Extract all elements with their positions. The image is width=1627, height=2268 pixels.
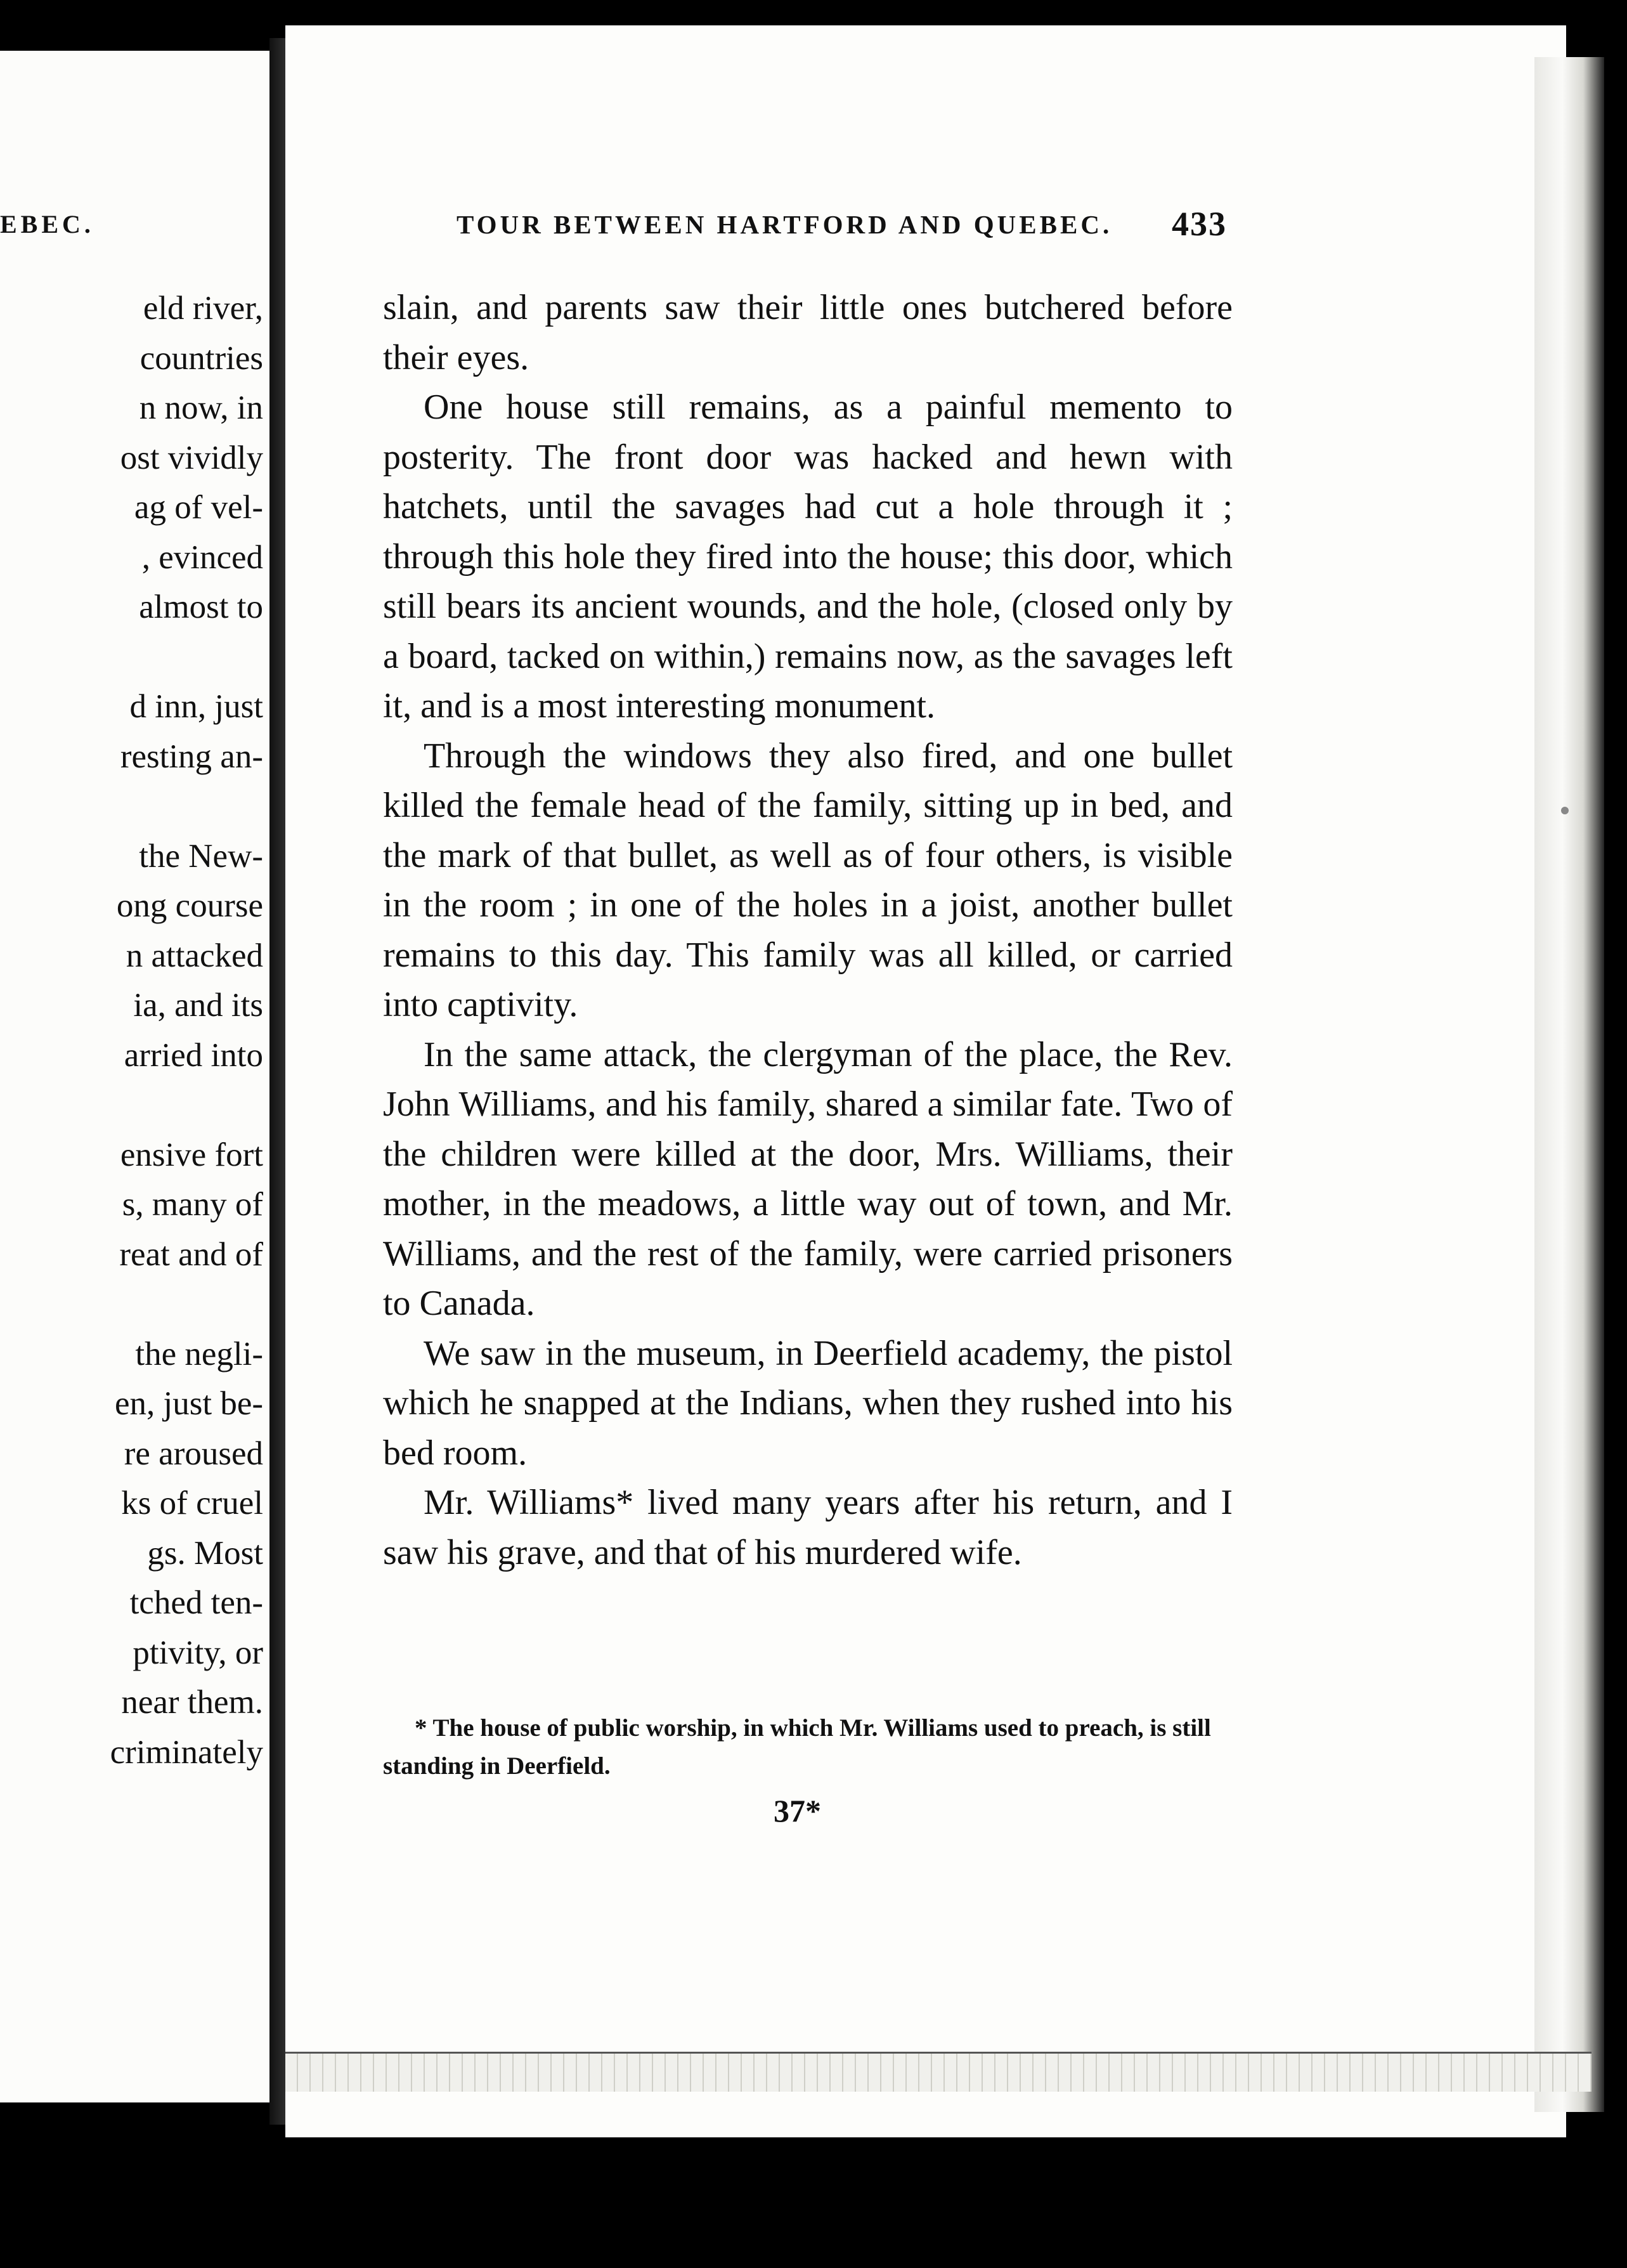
left-page-line: ks of cruel xyxy=(121,1485,263,1522)
left-page-line: d inn, just xyxy=(129,688,263,725)
left-page-line: ost vividly xyxy=(120,439,263,476)
body-text xyxy=(383,283,1233,1577)
left-page-line: ong course xyxy=(116,887,263,924)
paper-speck xyxy=(1561,807,1569,814)
paragraph: One house still remains, as a painful memento to posterity. The front door was hacked and hewn with hatchets, until the savages had cut a hole through it ; through this hole they fired into the house; this door, which still bears its ancient wounds, and the hole, (closed only by a board, tacked on within,) remains now, as the savages left it, and is a most interesting monument. xyxy=(383,388,1233,726)
left-page-line: criminately xyxy=(110,1733,263,1771)
left-page-line: ensive fort xyxy=(120,1136,263,1173)
footnote xyxy=(383,1709,1233,1785)
paragraph: slain, and parents saw their little ones butchered before their eyes. xyxy=(383,288,1233,377)
left-page-line: near them. xyxy=(121,1684,263,1721)
left-page-line: s, many of xyxy=(122,1186,263,1223)
paragraph: In the same attack, the clergyman of the place, the Rev. John Williams, and his family, shared a similar fate. Two of the children were killed at the door, Mrs. Williams, their mother, in the meadows, a little way out of town, and Mr. Williams, and the rest of the family, were carried prisoners to Canada. xyxy=(383,1034,1233,1323)
running-head: TOUR BETWEEN HARTFORD AND QUEBEC. xyxy=(457,210,1113,239)
left-page-line: arried into xyxy=(124,1036,263,1074)
page-number: 433 xyxy=(1172,205,1227,243)
left-page-line: n now, in xyxy=(139,389,263,426)
paragraph: We saw in the museum, in Deerfield academy, the pistol which he snapped at the Indians, when they rushed into his bed room. xyxy=(383,1333,1233,1473)
page-bottom-edge xyxy=(285,2052,1591,2092)
signature-mark: 37* xyxy=(774,1793,821,1828)
left-page-line: en, just be- xyxy=(114,1385,263,1422)
left-page-line: tched ten- xyxy=(129,1584,263,1621)
left-page xyxy=(0,51,271,2102)
left-page-line: eld river, xyxy=(143,290,263,327)
left-page-line: ag of vel- xyxy=(134,489,263,526)
paragraph: Through the windows they also fired, and one bullet killed the female head of the family, sitting up in bed, and the mark of that bullet, as well as of four others, is visible in the room ; in one of the holes in a joist, another bullet remains to this day. This family was all killed, or carried into captivity. xyxy=(383,736,1233,1024)
left-page-line: almost to xyxy=(139,589,263,625)
paragraph: Mr. Williams* lived many years after his return, and I saw his grave, and that of his murdered wife. xyxy=(383,1483,1233,1572)
left-page-line: ptivity, or xyxy=(133,1634,263,1671)
left-page-line: ia, and its xyxy=(133,987,263,1024)
left-page-line: , evinced xyxy=(141,538,263,576)
page-edge xyxy=(1534,57,1604,2112)
left-page-line: countries xyxy=(139,339,263,377)
left-page-line: gs. Most xyxy=(147,1534,263,1572)
left-running-head: EBEC. xyxy=(0,210,94,238)
left-page-line: n attacked xyxy=(126,937,263,974)
left-page-line: re aroused xyxy=(124,1435,263,1472)
footnote-text: * The house of public worship, in which Mr. Williams used to preach, is still standing in Deerfield. xyxy=(383,1714,1211,1780)
left-page-line: reat and of xyxy=(119,1235,263,1273)
left-page-line: resting an- xyxy=(120,738,263,775)
left-page-line: the negli- xyxy=(135,1335,263,1372)
left-page-line: the New- xyxy=(139,837,263,875)
